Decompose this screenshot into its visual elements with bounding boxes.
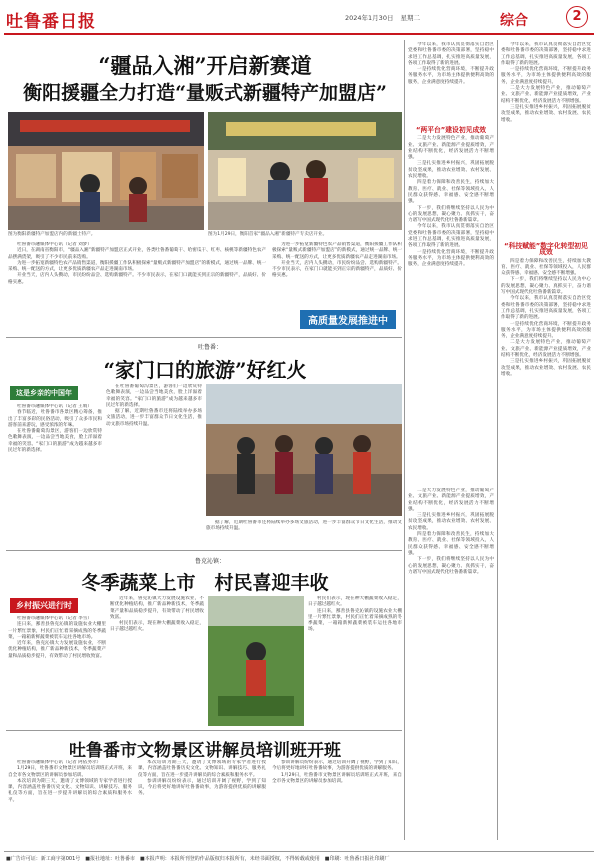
page-number: 2 [566, 6, 588, 28]
column-divider [404, 40, 405, 840]
right-paragraph: 四是着力保障和改善民生，持续加大教育、医疗、就业、社保等领域投入，人民群众获得感、幸福感、安全感不断增强。 [501, 258, 591, 277]
bottom-article-body [272, 760, 402, 848]
bottom-paragraph: 本次培训为期三天，邀请了文博领域的专家学者进行授课，内容涵盖吐鲁番历史文化、文物知识、讲解技巧、服务礼仪等方面，旨在进一步提升讲解员的综合素质和服务水平。 [8, 778, 132, 803]
right-paragraph: 今年以来，我市认真贯彻落实自治区党委和吐鲁番市委的决策部署，坚持稳中求进工作总基调，扎实推进高质量发展，各项工作取得了新的进展。 [501, 42, 591, 66]
vegetables-article-body [110, 596, 204, 726]
masthead: 吐鲁番日报 [6, 12, 96, 32]
section-divider [6, 550, 402, 551]
photo-caption-left: 图为衡阳新疆特产加盟店内的新疆土特产。 [8, 232, 96, 237]
bottom-paragraph: 1月29日，吐鲁番市文物景区讲解员培训班正式开班，来自全市各文物景区的讲解员参加培训。 [8, 766, 132, 778]
right-paragraph: 下一步，我们将继续坚持以人民为中心的发展思想，凝心聚力、真抓实干，奋力谱写中国式现代化吐鲁番新篇章。 [408, 205, 494, 224]
middle-article-body [206, 520, 402, 546]
right-paragraph: 今年以来，我市认真贯彻落实自治区党委和吐鲁番市委的决策部署，坚持稳中求进工作总基调，扎实推进高质量发展，各项工作取得了新的进展。 [408, 42, 494, 66]
bottom-headline: 吐鲁番市文物景区讲解员培训班开班 [69, 741, 341, 761]
top-article-body [8, 242, 266, 334]
section-tag: 乡村振兴进行时 [10, 598, 78, 613]
right-column-text [408, 488, 494, 848]
bottom-byline: 吐鲁番市融媒体中心讯（记者 阿依努尔） [17, 760, 102, 765]
vegetables-paragraph: 连日来，鄯善县鲁克沁镇的设施农业大棚里一片繁忙景象，村民们正忙着采摘成熟的冬季蔬菜，一箱箱新鲜蔬菜被装车运往各地市场。 [8, 622, 106, 640]
vegetables-kicker: 鲁克沁镇： [194, 558, 225, 565]
vegetables-paragraph: 近年来，鲁克沁镇大力发展设施农业，不断优化种植结构，推广新品种新技术，冬季蔬菜产量和品质稳步提升，有效带动了村民增收致富。 [110, 596, 204, 620]
top-article-paragraph: 为进一步拓宽新疆特色农产品销售渠道，衡阳援疆工作队积极探索“量贩式新疆特产加盟店”的新模式，通过统一品牌、统一采购、统一配送的方式，让更多优质新疆农产品走进湖南市场。 [8, 260, 266, 273]
right-column-text [408, 42, 494, 122]
right-column-text [501, 240, 591, 848]
middle-paragraph: 在吐鲁番葡萄沟景区，游客们一边欣赏特色歌舞表演，一边品尝当地美食，脸上洋溢着幸福的笑容。“家门口的旅游”成为越来越多市民过年的新选择。 [106, 384, 202, 408]
bottom-article-body [8, 760, 132, 848]
vegetables-paragraph: 村民们表示，现在种大棚蔬菜收入稳定，日子越过越红火。 [110, 621, 204, 633]
right-paragraph: 今年以来，我市认真贯彻落实自治区党委和吐鲁番市委的决策部署，坚持稳中求进工作总基调，扎实推进高质量发展，各项工作取得了新的进展。 [501, 296, 591, 321]
top-article-byline: 吐鲁番市融媒体中心讯（记者 刘梦） [17, 242, 92, 247]
bottom-paragraph: 1月29日，吐鲁番市文物景区讲解员培训班正式开班，来自全市各文物景区的讲解员参加培训。 [272, 772, 402, 784]
right-paragraph: 四是着力保障和改善民生，持续加大教育、医疗、就业、社保等领域投入，人民群众获得感、幸福感、安全感不断增强。 [408, 532, 494, 556]
issue-weekday: 星期二 [400, 14, 421, 22]
middle-article-body [8, 404, 102, 546]
top-headline-1: “疆品入湘”开启新赛道 [98, 53, 312, 78]
top-article-paragraph: 近日，在湖南省衡阳市，“疆品入湘”新疆特产加盟店正式开业，各类吐鲁番葡萄干、哈密瓜干、红枣、核桃等新疆特色农产品摆满货架，吸引了不少市民前来选购。 [8, 248, 266, 260]
bottom-paragraph: 参训讲解员纷纷表示，通过培训开阔了视野，学到了知识，今后将更好地讲好吐鲁番故事，为游客提供优质的讲解服务。 [138, 778, 266, 797]
bottom-paragraph: 参训讲解员纷纷表示，通过培训开阔了视野，学到了知识，今后将更好地讲好吐鲁番故事，为游客提供优质的讲解服务。 [272, 760, 402, 772]
tourism-photo [206, 384, 402, 516]
right-paragraph: 下一步，我们将继续坚持以人民为中心的发展思想，凝心聚力、真抓实干，奋力谱写中国式现代化吐鲁番新篇章。 [501, 277, 591, 296]
middle-paragraph: 春节临近，吐鲁番市各景区精心筹备，推出了丰富多彩的民俗活动，吸引了众多市民和游客前来游玩，感受浓浓的年味。 [8, 410, 102, 428]
middle-article-body [106, 384, 202, 546]
header-rule [4, 33, 594, 35]
middle-paragraph: 在吐鲁番葡萄沟景区，游客们一边欣赏特色歌舞表演，一边品尝当地美食，脸上洋溢着幸福的笑容。“家门口的旅游”成为越来越多市民过年的新选择。 [8, 429, 102, 454]
right-paragraph: 下一步，我们将继续坚持以人民为中心的发展思想，凝心聚力、真抓实干，奋力谱写中国式现代化吐鲁番新篇章。 [408, 557, 494, 575]
column-divider [497, 40, 498, 840]
page-header [0, 0, 598, 40]
right-paragraph: 二是大力发展特色产业，推动葡萄产业、文旅产业、新能源产业提质增效，产业结构不断优化，经济发展活力不断增强。 [408, 488, 494, 512]
section-divider [6, 337, 402, 338]
top-article-paragraph: 为进一步拓宽新疆特色农产品销售渠道，衡阳援疆工作队积极探索“量贩式新疆特产加盟店”的新模式，通过统一品牌、统一采购、统一配送的方式，让更多优质新疆农产品走进湖南市场。 [272, 242, 402, 260]
section-label: 综合 [500, 13, 528, 29]
right-paragraph: 一是持续优化营商环境，不断提升政务服务水平，为市场主体提供便利高效的服务，企业满意度持续提升。 [408, 249, 494, 268]
right-paragraph: 三是扎实推进乡村振兴，巩固拓展脱贫攻坚成果，推动农业增效、农村发展、农民增收。 [408, 513, 494, 531]
right-paragraph: 今年以来，我市认真贯彻落实自治区党委和吐鲁番市委的决策部署，坚持稳中求进工作总基调，扎实推进高质量发展，各项工作取得了新的进展。 [408, 224, 494, 249]
right-paragraph: 一是持续优化营商环境，不断提升政务服务水平，为市场主体提供便利高效的服务，企业满意度持续提升。 [501, 321, 591, 340]
right-paragraph: 四是着力保障和改善民生，持续加大教育、医疗、就业、社保等领域投入，人民群众获得感、幸福感、安全感不断增强。 [408, 180, 494, 205]
top-article-body-cont [272, 242, 402, 304]
right-paragraph: 三是扎实推进乡村振兴，巩固拓展脱贫攻坚成果，推动农业增效、农村发展、农民增收。 [501, 359, 591, 377]
middle-paragraph: 据了解，近期吐鲁番市还将陆续举办多场文旅活动，进一步丰富群众节日文化生活，推动文旅市场持续升温。 [206, 520, 402, 532]
top-headline-2: 衡阳援疆全力打造“量贩式新疆特产加盟店” [23, 82, 387, 104]
right-paragraph: 一是持续优化营商环境，不断提升政务服务水平，为市场主体提供便利高效的服务，企业满意度持续提升。 [408, 67, 494, 85]
vegetables-paragraph: 连日来，鄯善县鲁克沁镇的设施农业大棚里一片繁忙景象，村民们正忙着采摘成熟的冬季蔬菜，一箱箱新鲜蔬菜被装车运往各地市场。 [308, 608, 402, 633]
top-article-paragraph: 开业当天，店内人头攒动，市民纷纷品尝、选购新疆特产。不少市民表示，在家门口就能买到正宗的新疆特产，品质好、价格实惠。 [272, 260, 402, 279]
right-paragraph: 二是大力发展特色产业，推动葡萄产业、文旅产业、新能源产业提质增效，产业结构不断优化，经济发展活力不断增强。 [501, 340, 591, 359]
section-divider [6, 730, 402, 731]
right-paragraph: 一是持续优化营商环境，不断提升政务服务水平，为市场主体提供便利高效的服务，企业满意度持续提升。 [501, 67, 591, 85]
middle-kicker: 吐鲁番： [197, 344, 222, 351]
right-column-text [501, 42, 591, 238]
middle-byline: 吐鲁番市融媒体中心讯（记者 王娟） [17, 404, 92, 409]
vegetables-paragraph: 近年来，鲁克沁镇大力发展设施农业，不断优化种植结构，推广新品种新技术，冬季蔬菜产量和品质稳步提升，有效带动了村民增收致富。 [8, 641, 106, 659]
right-subhead: “科技赋能”数字化转型初见成效 [504, 242, 588, 257]
vegetables-byline: 吐鲁番市融媒体中心讯（记者 李雪） [17, 616, 92, 621]
issue-meta [345, 13, 425, 22]
footer-rule [4, 851, 594, 852]
right-paragraph: 二是大力发展特色产业，推动葡萄产业、文旅产业、新能源产业提质增效，产业结构不断优化，经济发展活力不断增强。 [501, 86, 591, 104]
bottom-paragraph: 本次培训为期三天，邀请了文博领域的专家学者进行授课，内容涵盖吐鲁番历史文化、文物知识、讲解技巧、服务礼仪等方面，旨在进一步提升讲解员的综合素质和服务水平。 [138, 760, 266, 778]
store-opening-photo [208, 112, 402, 230]
issue-date: 2024年1月30日 [345, 14, 394, 22]
greenhouse-photo [208, 596, 304, 726]
right-column-text [408, 124, 494, 484]
page-footer: ■广告许可证：新工商字第001号 ■报社地址：吐鲁番市 ■本报声明：本报所刊登的作品版权归本报所有，未经书面授权，不得转载或使用 ■印刷：吐鲁番日报社印刷厂 [6, 856, 390, 862]
vegetables-paragraph: 村民们表示，现在种大棚蔬菜收入稳定，日子越过越红火。 [308, 596, 402, 608]
right-paragraph: 二是大力发展特色产业，推动葡萄产业、文旅产业、新能源产业提质增效，产业结构不断优化，经济发展活力不断增强。 [408, 136, 494, 161]
photo-caption-right: 图为1月29日，衡阳首家“疆品入湘”新疆特产专卖店开业。 [208, 232, 328, 237]
right-subhead: “两平台”建设初见成效 [415, 126, 487, 134]
right-paragraph: 三是扎实推进乡村振兴，巩固拓展脱贫攻坚成果，推动农业增效、农村发展、农民增收。 [501, 104, 591, 123]
bottom-article-body [138, 760, 266, 848]
right-paragraph: 三是扎实推进乡村振兴，巩固拓展脱贫攻坚成果，推动农业增效、农村发展、农民增收。 [408, 161, 494, 180]
vegetables-headline: 冬季蔬菜上市 村民喜迎丰收 [81, 572, 329, 594]
vegetables-article-body [8, 616, 106, 726]
development-banner: 高质量发展推进中 [300, 310, 396, 329]
section-tag: 这是乡亲的中国年 [10, 386, 78, 400]
middle-paragraph: 据了解，近期吐鲁番市还将陆续举办多场文旅活动，进一步丰富群众节日文化生活，推动文旅市场持续升温。 [106, 409, 202, 427]
top-article-paragraph: 开业当天，店内人头攒动，市民纷纷品尝、选购新疆特产。不少市民表示，在家门口就能买到正宗的新疆特产，品质好、价格实惠。 [8, 273, 266, 285]
store-interior-photo [8, 112, 204, 230]
middle-headline: “家门口的旅游”好红火 [103, 358, 307, 382]
vegetables-article-body [308, 596, 402, 726]
